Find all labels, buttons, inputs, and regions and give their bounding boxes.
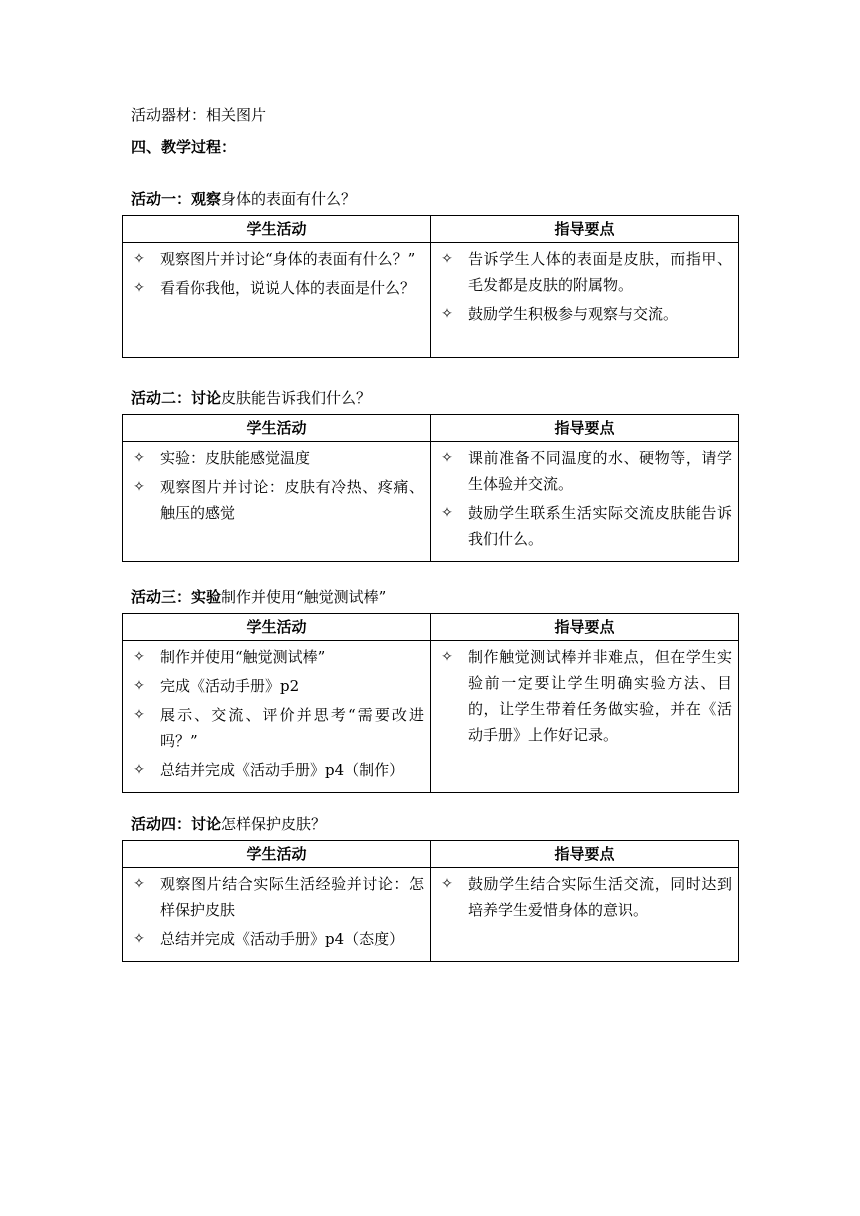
diamond-bullet-icon: ✧ xyxy=(441,306,453,322)
header-guidance-points: 指导要点 xyxy=(431,614,739,641)
activity-heading xyxy=(131,188,356,210)
header-guidance-points: 指导要点 xyxy=(431,216,739,243)
activity-topic: 皮肤能告诉我们什么？ xyxy=(221,389,372,407)
diamond-bullet-icon: ✧ xyxy=(133,649,145,665)
list-item: ✧ 完成《活动手册》p2 xyxy=(131,673,424,699)
diamond-bullet-icon: ✧ xyxy=(441,505,453,521)
activity-table xyxy=(122,613,739,793)
diamond-bullet-icon: ✧ xyxy=(441,251,453,267)
header-guidance-points: 指导要点 xyxy=(431,415,739,442)
header-student-activity: 学生活动 xyxy=(123,415,431,442)
list-item: ✧ 展示、交流、评价并思考“需要改进吗？” xyxy=(131,702,424,754)
guidance-cell xyxy=(431,641,739,793)
activity-heading xyxy=(131,813,326,835)
activity-table xyxy=(122,215,739,358)
activity-heading xyxy=(131,586,386,608)
activity-label: 活动三：实验 xyxy=(131,588,222,606)
activity-heading xyxy=(131,387,371,409)
guidance-cell xyxy=(431,442,739,562)
diamond-bullet-icon: ✧ xyxy=(133,707,145,723)
list-item: ✧ 鼓励学生积极参与观察与交流。 xyxy=(439,301,732,327)
student-activity-cell xyxy=(123,442,431,562)
diamond-bullet-icon: ✧ xyxy=(441,649,453,665)
student-activity-cell xyxy=(123,243,431,358)
guidance-cell xyxy=(431,243,739,358)
header-student-activity: 学生活动 xyxy=(123,216,431,243)
activity-topic: 怎样保护皮肤？ xyxy=(221,815,327,833)
list-item: ✧ 观察图片并讨论“身体的表面有什么？” xyxy=(131,246,424,272)
list-item: ✧ 鼓励学生联系生活实际交流皮肤能告诉我们什么。 xyxy=(439,500,732,552)
diamond-bullet-icon: ✧ xyxy=(133,450,145,466)
activity-table xyxy=(122,840,739,962)
header-guidance-points: 指导要点 xyxy=(431,841,739,868)
list-item: ✧ 制作并使用“触觉测试棒” xyxy=(131,644,424,670)
guidance-cell xyxy=(431,868,739,962)
diamond-bullet-icon: ✧ xyxy=(133,876,145,892)
list-item: ✧ 课前准备不同温度的水、硬物等，请学生体验并交流。 xyxy=(439,445,732,497)
list-item: ✧ 总结并完成《活动手册》p4（制作） xyxy=(131,757,424,783)
diamond-bullet-icon: ✧ xyxy=(441,876,453,892)
student-activity-cell xyxy=(123,868,431,962)
student-activity-cell xyxy=(123,641,431,793)
list-item: ✧ 告诉学生人体的表面是皮肤，而指甲、毛发都是皮肤的附属物。 xyxy=(439,246,732,298)
diamond-bullet-icon: ✧ xyxy=(133,280,145,296)
activity-label: 活动二：讨论 xyxy=(131,389,222,407)
list-item: ✧ 制作触觉测试棒并非难点，但在学生实验前一定要让学生明确实验方法、目的，让学生带着任务做实验，并在《活动手册》上作好记录。 xyxy=(439,644,732,748)
list-item: ✧ 实验：皮肤能感觉温度 xyxy=(131,445,424,471)
diamond-bullet-icon: ✧ xyxy=(133,251,145,267)
activity-label: 活动四：讨论 xyxy=(131,815,222,833)
diamond-bullet-icon: ✧ xyxy=(133,678,145,694)
activity-table xyxy=(122,414,739,562)
activity-label: 活动一：观察 xyxy=(131,190,222,208)
diamond-bullet-icon: ✧ xyxy=(441,450,453,466)
list-item: ✧ 观察图片并讨论：皮肤有冷热、疼痛、触压的感觉 xyxy=(131,474,424,526)
materials-line: 活动器材：相关图片 xyxy=(131,106,267,124)
list-item: ✧ 看看你我他，说说人体的表面是什么？ xyxy=(131,275,424,301)
diamond-bullet-icon: ✧ xyxy=(133,479,145,495)
header-student-activity: 学生活动 xyxy=(123,841,431,868)
header-student-activity: 学生活动 xyxy=(123,614,431,641)
activity-topic: 制作并使用“触觉测试棒” xyxy=(221,588,387,606)
list-item: ✧ 观察图片结合实际生活经验并讨论：怎样保护皮肤 xyxy=(131,871,424,923)
diamond-bullet-icon: ✧ xyxy=(133,762,145,778)
list-item: ✧ 总结并完成《活动手册》p4（态度） xyxy=(131,926,424,952)
diamond-bullet-icon: ✧ xyxy=(133,931,145,947)
activity-topic: 身体的表面有什么？ xyxy=(221,190,357,208)
list-item: ✧ 鼓励学生结合实际生活交流，同时达到培养学生爱惜身体的意识。 xyxy=(439,871,732,923)
section-title: 四、教学过程： xyxy=(131,138,237,156)
